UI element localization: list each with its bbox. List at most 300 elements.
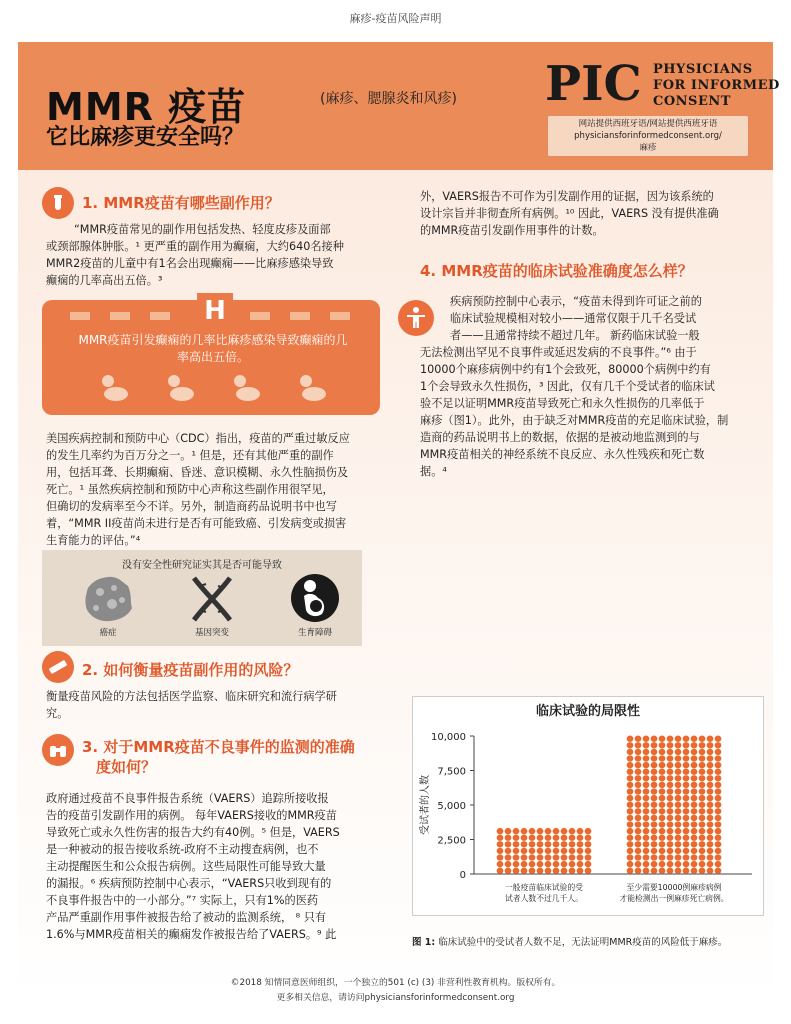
category-label: 至少需要10000例麻疹病例 — [626, 883, 722, 892]
person-glyph — [659, 808, 666, 814]
person-glyph — [627, 854, 634, 860]
person-glyph — [707, 736, 714, 742]
person-glyph — [635, 815, 642, 821]
risk-item-mutation: 基因突变 — [194, 628, 229, 638]
person-glyph — [659, 821, 666, 827]
person-glyph — [577, 848, 584, 854]
person-glyph — [675, 868, 682, 874]
section-4-body: 疾病预防控制中心表示，“疫苗未得到许可证之前的 临床试验规模相对较小——通常仅限于几千名受试 者——且通常持续不超过几年。 新药临床试验一般 无法检测出罕见不良事件或延迟发病的不良事件。”⁶ 由于 10000个麻疹病例中约有1个会致死，80000个病例中约有 1个会导致永久性损伤，³ 因此，仅有几千个受试者的临床试 验不足以证明MMR疫苗导致死亡和永久性损伤的几率低于 麻疹（图1）。此外，由于缺乏对MMR疫苗的充足临床试验，制 造商的药品说明书上的数据，依据的是被动地监测到的与 MMR疫苗相关的神经系统不良反应、永久性残疾和死亡数 据。⁴ — [420, 295, 729, 478]
person-glyph — [553, 835, 560, 841]
person-glyph — [497, 841, 504, 847]
person-glyph — [643, 861, 650, 867]
person-glyph — [577, 861, 584, 867]
person-glyph — [627, 802, 634, 808]
person-glyph — [651, 848, 658, 854]
person-glyph — [691, 835, 698, 841]
person-glyph — [561, 854, 568, 860]
person-glyph — [683, 808, 690, 814]
person-glyph — [577, 868, 584, 874]
person-glyph — [643, 828, 650, 834]
person-glyph — [627, 848, 634, 854]
person-glyph — [683, 795, 690, 801]
person-glyph — [683, 861, 690, 867]
person-glyph — [699, 749, 706, 755]
person-glyph — [667, 795, 674, 801]
person-glyph — [707, 821, 714, 827]
footer: ©2018 知情同意医师组织，一个独立的501 (c) (3) 非营利性教育机构。版权所有。 更多相关信息，请访问physiciansforinformedconsent.org — [230, 978, 561, 1003]
person-glyph — [537, 828, 544, 834]
person-glyph — [667, 749, 674, 755]
person-glyph — [659, 815, 666, 821]
person-glyph — [659, 788, 666, 794]
person-glyph — [635, 769, 642, 775]
person-glyph — [529, 828, 536, 834]
person-glyph — [707, 835, 714, 841]
person-glyph — [643, 841, 650, 847]
person-glyph — [675, 795, 682, 801]
person-glyph — [707, 742, 714, 748]
person-glyph — [675, 808, 682, 814]
bar — [497, 828, 592, 874]
person-glyph — [505, 868, 512, 874]
person-glyph — [699, 769, 706, 775]
person-glyph — [707, 841, 714, 847]
person-glyph — [691, 802, 698, 808]
person-glyph — [585, 835, 592, 841]
person-glyph — [675, 821, 682, 827]
person-glyph — [691, 821, 698, 827]
person-glyph — [707, 828, 714, 834]
person-glyph — [659, 854, 666, 860]
person-glyph — [553, 841, 560, 847]
person-glyph — [691, 736, 698, 742]
person-glyph — [707, 795, 714, 801]
person-glyph — [505, 835, 512, 841]
person-glyph — [675, 755, 682, 761]
person-glyph — [651, 835, 658, 841]
person-glyph — [715, 788, 722, 794]
person-glyph — [667, 808, 674, 814]
person-glyph — [569, 861, 576, 867]
person-glyph — [659, 861, 666, 867]
window — [330, 312, 350, 320]
person-glyph — [715, 749, 722, 755]
person-glyph — [521, 841, 528, 847]
person-glyph — [707, 755, 714, 761]
person-glyph — [715, 854, 722, 860]
person-glyph — [699, 742, 706, 748]
person-glyph — [715, 782, 722, 788]
person-glyph — [513, 854, 520, 860]
person-glyph — [683, 802, 690, 808]
person-glyph — [513, 861, 520, 867]
y-tick-label: 10,000 — [431, 732, 466, 743]
person-glyph — [627, 742, 634, 748]
person-glyph — [635, 868, 642, 874]
person-glyph — [513, 835, 520, 841]
person-glyph — [651, 762, 658, 768]
section-4-title: 4. MMR疫苗的临床试验准确度怎么样？ — [420, 262, 693, 280]
person-glyph — [667, 775, 674, 781]
person-glyph — [635, 782, 642, 788]
person-glyph — [659, 775, 666, 781]
person-glyph — [675, 802, 682, 808]
person-glyph — [651, 828, 658, 834]
person-glyph — [635, 795, 642, 801]
person-glyph — [675, 782, 682, 788]
person-glyph — [691, 749, 698, 755]
person-glyph — [707, 762, 714, 768]
person-glyph — [497, 861, 504, 867]
person-glyph — [529, 868, 536, 874]
person-glyph — [521, 868, 528, 874]
person-glyph — [553, 854, 560, 860]
person-glyph — [627, 775, 634, 781]
person-glyph — [627, 795, 634, 801]
baby-icon — [162, 374, 196, 402]
y-tick-label: 2,500 — [437, 835, 466, 847]
person-glyph — [545, 841, 552, 847]
person-glyph — [651, 736, 658, 742]
chart-title: 临床试验的局限性 — [535, 704, 640, 719]
window — [110, 312, 130, 320]
person-glyph — [643, 788, 650, 794]
person-glyph — [667, 788, 674, 794]
person-glyph — [691, 782, 698, 788]
person-glyph — [627, 769, 634, 775]
person-glyph — [627, 788, 634, 794]
category-label: 才能检测出一例麻疹死亡病例。 — [619, 894, 729, 903]
person-glyph — [643, 821, 650, 827]
person-glyph — [643, 769, 650, 775]
person-glyph — [691, 775, 698, 781]
person-glyph — [699, 835, 706, 841]
y-tick-label: 5,000 — [437, 801, 466, 812]
person-glyph — [691, 815, 698, 821]
person-glyph — [675, 762, 682, 768]
person-glyph — [683, 762, 690, 768]
person-glyph — [651, 808, 658, 814]
person-glyph — [585, 828, 592, 834]
banner-text: MMR疫苗引发癫痫的几率比麻疹感染导致癫痫的几率高出五倍。 — [78, 333, 348, 364]
person-glyph — [667, 755, 674, 761]
person-glyph — [643, 749, 650, 755]
window — [290, 312, 310, 320]
vaccine-components: (麻疹、腮腺炎和风疹) — [320, 91, 457, 107]
person-glyph — [659, 795, 666, 801]
person-glyph — [521, 835, 528, 841]
person-glyph — [577, 854, 584, 860]
person-glyph — [667, 828, 674, 834]
person-glyph — [715, 769, 722, 775]
hospital-h-sign: H — [197, 293, 233, 329]
window — [70, 312, 90, 320]
person-glyph — [715, 808, 722, 814]
person-glyph — [691, 762, 698, 768]
person-glyph — [691, 742, 698, 748]
binoculars-icon — [42, 734, 74, 766]
person-glyph — [715, 828, 722, 834]
person-glyph — [659, 848, 666, 854]
person-glyph — [667, 815, 674, 821]
person-glyph — [561, 861, 568, 867]
person-glyph — [715, 775, 722, 781]
person-glyph — [699, 795, 706, 801]
person-glyph — [651, 815, 658, 821]
person-glyph — [537, 868, 544, 874]
person-glyph — [659, 835, 666, 841]
person-glyph — [699, 854, 706, 860]
person-glyph — [691, 854, 698, 860]
person-glyph — [635, 749, 642, 755]
person-glyph — [683, 848, 690, 854]
person-glyph — [545, 854, 552, 860]
person-glyph — [715, 861, 722, 867]
person-glyph — [635, 802, 642, 808]
person-glyph — [635, 848, 642, 854]
person-glyph — [635, 775, 642, 781]
person-glyph — [643, 762, 650, 768]
section-2-title: 2. 如何衡量疫苗副作用的风险？ — [82, 661, 299, 679]
person-glyph — [707, 788, 714, 794]
person-glyph — [699, 868, 706, 874]
person-glyph — [707, 848, 714, 854]
person-glyph — [675, 815, 682, 821]
person-glyph — [553, 861, 560, 867]
person-glyph — [651, 755, 658, 761]
pic-logo — [545, 56, 780, 112]
person-glyph — [667, 868, 674, 874]
dna-icon — [186, 574, 238, 624]
person-glyph — [651, 775, 658, 781]
person-glyph — [683, 749, 690, 755]
person-glyph — [577, 828, 584, 834]
language-note[interactable]: 网站提供西班牙语/网站提供西班牙语 physiciansforinformedconsent.org/ 麻疹 — [548, 116, 748, 156]
person-glyph — [505, 848, 512, 854]
person-glyph — [545, 868, 552, 874]
logo-mark: PIC — [545, 56, 642, 112]
person-glyph — [667, 821, 674, 827]
person-glyph — [627, 736, 634, 742]
person-glyph — [627, 868, 634, 874]
person-glyph — [505, 841, 512, 847]
person-glyph — [715, 841, 722, 847]
section-1-body: 美国疾病控制和预防中心（CDC）指出，疫苗的严重过敏反应 的发生几率约为百万分之一。¹ 但是，还有其他严重的副作 用，包括耳聋、长期癫痫、昏迷、意识模糊、永久性脑损伤及 死亡。¹ 虽然疾病控制和预防中心声称这些副作用很罕见， 但确切的发病率至今不详。另外，制造商药品说明书中也写 着，“MMR II疫苗尚未进行是否有可能致癌、引发病变或损害 生育能力的评估。”⁴ — [46, 432, 350, 547]
baby-icon — [228, 374, 262, 402]
person-glyph — [643, 755, 650, 761]
risk-item-fertility: 生育障碍 — [297, 628, 332, 638]
person-glyph — [707, 861, 714, 867]
person-glyph — [545, 835, 552, 841]
person-glyph — [659, 749, 666, 755]
person-glyph — [667, 841, 674, 847]
person-glyph — [659, 755, 666, 761]
person-glyph — [561, 848, 568, 854]
window — [150, 312, 170, 320]
person-glyph — [513, 848, 520, 854]
person-glyph — [635, 841, 642, 847]
window — [250, 312, 270, 320]
person-glyph — [627, 821, 634, 827]
person-glyph — [659, 841, 666, 847]
person-glyph — [651, 749, 658, 755]
section-1-intro: “MMR疫苗常见的副作用包括发热、轻度皮疹及面部 或颈部腺体肿胀。¹ 更严重的副作用为癫痫，大约640名接种 MMR2疫苗的儿童中有1名会出现癫痫——比麻疹感染导致 癫痫的几率高出五倍。³ — [46, 223, 344, 287]
person-glyph — [643, 795, 650, 801]
person-glyph — [699, 828, 706, 834]
person-glyph — [683, 828, 690, 834]
person-glyph — [667, 861, 674, 867]
person-glyph — [529, 841, 536, 847]
person-glyph — [651, 854, 658, 860]
person-glyph — [545, 861, 552, 867]
person-glyph — [635, 736, 642, 742]
person-glyph — [569, 828, 576, 834]
person-glyph — [691, 848, 698, 854]
person-glyph — [675, 788, 682, 794]
section-1-title: 1. MMR疫苗有哪些副作用？ — [82, 194, 280, 212]
person-glyph — [585, 861, 592, 867]
person-glyph — [497, 868, 504, 874]
person-glyph — [537, 848, 544, 854]
person-glyph — [537, 854, 544, 860]
person-glyph — [553, 828, 560, 834]
person-glyph — [715, 755, 722, 761]
person-glyph — [691, 868, 698, 874]
person-glyph — [513, 828, 520, 834]
person-glyph — [675, 854, 682, 860]
person-glyph — [715, 742, 722, 748]
person-glyph — [659, 736, 666, 742]
person-glyph — [675, 861, 682, 867]
person-glyph — [627, 755, 634, 761]
person-glyph — [683, 841, 690, 847]
person-glyph — [715, 802, 722, 808]
person-glyph — [577, 841, 584, 847]
category-label: 一般疫苗临床试验的受 — [505, 883, 583, 892]
person-glyph — [715, 762, 722, 768]
person-glyph — [651, 782, 658, 788]
person-glyph — [505, 861, 512, 867]
person-glyph — [683, 775, 690, 781]
person-glyph — [707, 782, 714, 788]
category-label: 试者人数不过几千人。 — [505, 894, 583, 903]
person-glyph — [675, 736, 682, 742]
person-glyph — [707, 854, 714, 860]
person-glyph — [627, 828, 634, 834]
section-3-continued: 外，VAERS报告不可作为引发副作用的证据，因为该系统的 设计宗旨并非彻查所有病例。¹⁰ 因此，VAERS 没有提供准确 的MMR疫苗引发副作用事件的计数。 — [420, 190, 719, 237]
person-glyph — [699, 861, 706, 867]
person-glyph — [715, 815, 722, 821]
person-glyph — [675, 749, 682, 755]
person-glyph — [675, 835, 682, 841]
person-glyph — [683, 815, 690, 821]
person-glyph — [635, 808, 642, 814]
person-glyph — [691, 755, 698, 761]
person-glyph — [643, 775, 650, 781]
baby-icon — [96, 374, 130, 402]
person-glyph — [683, 835, 690, 841]
person-glyph — [569, 841, 576, 847]
person-glyph — [569, 848, 576, 854]
person-glyph — [635, 742, 642, 748]
person-glyph — [651, 821, 658, 827]
pregnancy-icon — [290, 572, 340, 624]
person-glyph — [715, 868, 722, 874]
person-glyph — [707, 775, 714, 781]
person-glyph — [635, 835, 642, 841]
risk-box-title: 没有安全性研究证实其是否可能导致 — [122, 560, 282, 571]
person-glyph — [699, 821, 706, 827]
y-tick-label: 7,500 — [437, 766, 466, 778]
person-glyph — [635, 755, 642, 761]
person-glyph — [635, 788, 642, 794]
person-glyph — [521, 861, 528, 867]
person-glyph — [627, 815, 634, 821]
person-glyph — [667, 835, 674, 841]
person-glyph — [569, 868, 576, 874]
person-glyph — [667, 769, 674, 775]
person-glyph — [699, 808, 706, 814]
person-glyph — [651, 841, 658, 847]
person-glyph — [585, 841, 592, 847]
person-glyph — [505, 854, 512, 860]
person-glyph — [635, 854, 642, 860]
person-glyph — [521, 828, 528, 834]
person-glyph — [569, 854, 576, 860]
person-glyph — [675, 775, 682, 781]
person-glyph — [667, 742, 674, 748]
ruler-icon — [42, 651, 74, 683]
person-glyph — [699, 848, 706, 854]
person-glyph — [699, 782, 706, 788]
person-glyph — [529, 848, 536, 854]
person-glyph — [643, 815, 650, 821]
baby-icon — [294, 374, 328, 402]
person-glyph — [643, 854, 650, 860]
cancer-cell-icon — [82, 574, 134, 624]
person-glyph — [537, 861, 544, 867]
vial-icon — [42, 187, 74, 219]
person-glyph — [675, 848, 682, 854]
person-glyph — [659, 769, 666, 775]
person-glyph — [651, 868, 658, 874]
person-glyph — [561, 835, 568, 841]
person-glyph — [667, 854, 674, 860]
person-glyph — [675, 828, 682, 834]
person-glyph — [643, 782, 650, 788]
person-glyph — [707, 802, 714, 808]
person-glyph — [651, 802, 658, 808]
person-glyph — [627, 762, 634, 768]
person-glyph — [691, 795, 698, 801]
person-glyph — [691, 861, 698, 867]
person-glyph — [707, 769, 714, 775]
figure-caption: 图 1: 临床试验中的受试者人数不足，无法证明MMR疫苗的风险低于麻疹。 — [412, 937, 728, 948]
person-glyph — [643, 868, 650, 874]
y-axis-label: 受试者的人数 — [420, 775, 431, 835]
person-glyph — [651, 861, 658, 867]
person-glyph — [627, 835, 634, 841]
person-glyph — [513, 868, 520, 874]
person-glyph — [537, 841, 544, 847]
person-glyph — [683, 821, 690, 827]
person-glyph — [683, 788, 690, 794]
person-glyph — [715, 835, 722, 841]
person-glyph — [683, 742, 690, 748]
person-glyph — [715, 736, 722, 742]
person-glyph — [659, 828, 666, 834]
logo-text: PHYSICIANS FOR INFORMED CONSENT — [653, 62, 780, 109]
